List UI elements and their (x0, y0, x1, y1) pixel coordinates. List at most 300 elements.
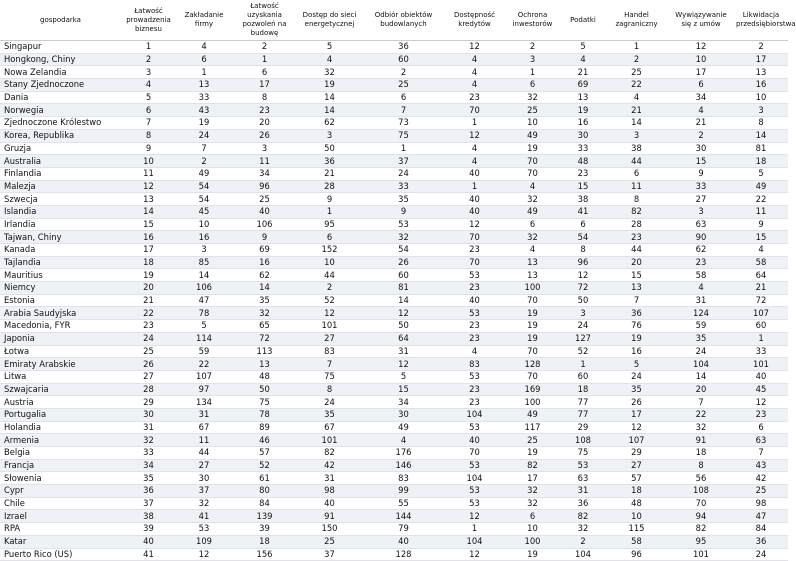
rank-cell: 82 (561, 510, 605, 523)
rank-cell: 23 (561, 167, 605, 180)
rank-cell: 25 (297, 535, 362, 548)
rank-cell: 44 (176, 447, 232, 460)
rank-cell: 95 (668, 535, 734, 548)
rank-cell: 98 (734, 497, 788, 510)
rank-cell: 25 (232, 193, 297, 206)
rank-cell: 1 (121, 41, 176, 54)
rank-cell: 25 (504, 434, 561, 447)
rank-cell: 70 (504, 370, 561, 383)
rank-cell: 13 (561, 91, 605, 104)
rank-cell: 36 (297, 155, 362, 168)
rank-cell: 14 (362, 294, 445, 307)
rank-cell: 73 (362, 117, 445, 130)
rank-cell: 34 (121, 459, 176, 472)
rank-cell: 30 (121, 408, 176, 421)
rank-cell: 75 (297, 370, 362, 383)
country-cell: Singapur (0, 41, 121, 54)
rank-cell: 62 (297, 117, 362, 130)
rank-cell: 4 (561, 53, 605, 66)
rank-cell: 78 (232, 408, 297, 421)
rank-cell: 6 (605, 167, 668, 180)
rank-cell: 4 (504, 180, 561, 193)
country-cell: Islandia (0, 205, 121, 218)
rank-cell: 19 (561, 104, 605, 117)
rank-cell: 90 (668, 231, 734, 244)
rank-cell: 3 (297, 129, 362, 142)
rank-cell: 8 (121, 129, 176, 142)
column-header: Łatwość uzyskania pozwoleń na budowę (232, 0, 297, 41)
rank-cell: 94 (668, 510, 734, 523)
rank-cell: 134 (176, 396, 232, 409)
rank-cell: 3 (561, 307, 605, 320)
rank-cell: 113 (232, 345, 297, 358)
rank-cell: 2 (734, 41, 788, 54)
rank-cell: 58 (734, 256, 788, 269)
rank-cell: 24 (176, 129, 232, 142)
rank-cell: 96 (605, 548, 668, 561)
country-cell: Holandia (0, 421, 121, 434)
rank-cell: 70 (668, 497, 734, 510)
rank-cell: 19 (504, 142, 561, 155)
rank-cell: 82 (668, 523, 734, 536)
rank-cell: 3 (232, 142, 297, 155)
rank-cell: 6 (504, 218, 561, 231)
country-cell: Katar (0, 535, 121, 548)
rank-cell: 16 (605, 345, 668, 358)
rank-cell: 95 (297, 218, 362, 231)
table-row (0, 434, 788, 447)
rank-cell: 21 (605, 104, 668, 117)
country-cell: Szwecja (0, 193, 121, 206)
rank-cell: 9 (232, 231, 297, 244)
rank-cell: 83 (445, 358, 504, 371)
rank-cell: 79 (362, 523, 445, 536)
rank-cell: 45 (176, 205, 232, 218)
rank-cell: 17 (734, 53, 788, 66)
table-row (0, 472, 788, 485)
rank-cell: 4 (445, 345, 504, 358)
rank-cell: 3 (605, 129, 668, 142)
rank-cell: 12 (734, 396, 788, 409)
rank-cell: 48 (605, 497, 668, 510)
header-row (0, 0, 788, 41)
rank-cell: 84 (232, 497, 297, 510)
rank-cell: 49 (504, 408, 561, 421)
rank-cell: 18 (605, 485, 668, 498)
rank-cell: 2 (605, 53, 668, 66)
table-row (0, 91, 788, 104)
country-cell: Irlandia (0, 218, 121, 231)
rank-cell: 40 (445, 205, 504, 218)
rank-cell: 53 (445, 497, 504, 510)
rank-cell: 8 (232, 91, 297, 104)
rank-cell: 14 (297, 104, 362, 117)
rank-cell: 7 (605, 294, 668, 307)
column-header: Ochrona inwestorów (504, 0, 561, 41)
rank-cell: 12 (121, 180, 176, 193)
rank-cell: 15 (668, 155, 734, 168)
table-row (0, 485, 788, 498)
rank-cell: 22 (121, 307, 176, 320)
rank-cell: 5 (297, 41, 362, 54)
rank-cell: 4 (668, 104, 734, 117)
rank-cell: 70 (504, 155, 561, 168)
rank-cell: 21 (121, 294, 176, 307)
rank-cell: 69 (232, 244, 297, 257)
rank-cell: 101 (297, 320, 362, 333)
rank-cell: 16 (121, 231, 176, 244)
rank-cell: 35 (668, 332, 734, 345)
country-cell: Hongkong, Chiny (0, 53, 121, 66)
rank-cell: 10 (504, 117, 561, 130)
rank-cell: 12 (445, 510, 504, 523)
rank-cell: 4 (445, 66, 504, 79)
rank-cell: 39 (121, 523, 176, 536)
rank-cell: 5 (734, 167, 788, 180)
rank-cell: 14 (121, 205, 176, 218)
rank-cell: 19 (605, 332, 668, 345)
rank-cell: 1 (362, 142, 445, 155)
rank-cell: 16 (734, 79, 788, 92)
rank-cell: 156 (232, 548, 297, 561)
rank-cell: 4 (605, 91, 668, 104)
rank-cell: 12 (445, 129, 504, 142)
rank-cell: 35 (605, 383, 668, 396)
rank-cell: 75 (232, 396, 297, 409)
rank-cell: 53 (176, 523, 232, 536)
country-cell: Stany Zjednoczone (0, 79, 121, 92)
rank-cell: 48 (232, 370, 297, 383)
rank-cell: 109 (176, 535, 232, 548)
column-header: Wywiązywanie się z umów (668, 0, 734, 41)
rank-cell: 43 (734, 459, 788, 472)
rank-cell: 1 (232, 53, 297, 66)
rank-cell: 1 (445, 117, 504, 130)
rank-cell: 78 (176, 307, 232, 320)
rank-cell: 60 (561, 370, 605, 383)
table-row (0, 79, 788, 92)
rank-cell: 58 (668, 269, 734, 282)
country-cell: Cypr (0, 485, 121, 498)
country-cell: Japonia (0, 332, 121, 345)
rank-cell: 12 (445, 548, 504, 561)
rank-cell: 82 (605, 205, 668, 218)
rank-cell: 61 (232, 472, 297, 485)
rank-cell: 23 (445, 383, 504, 396)
rank-cell: 44 (605, 244, 668, 257)
rank-cell: 144 (362, 510, 445, 523)
rank-cell: 1 (605, 41, 668, 54)
rank-cell: 31 (362, 345, 445, 358)
country-cell: Portugalia (0, 408, 121, 421)
rank-cell: 63 (561, 472, 605, 485)
rank-cell: 23 (445, 332, 504, 345)
rank-cell: 30 (561, 129, 605, 142)
rank-cell: 13 (232, 358, 297, 371)
table-row (0, 142, 788, 155)
rank-cell: 1 (297, 205, 362, 218)
rank-cell: 104 (445, 535, 504, 548)
rank-cell: 49 (504, 205, 561, 218)
rank-cell: 98 (297, 485, 362, 498)
rank-cell: 6 (362, 91, 445, 104)
rank-cell: 63 (734, 434, 788, 447)
rank-cell: 37 (121, 497, 176, 510)
rank-cell: 12 (445, 41, 504, 54)
rank-cell: 64 (362, 332, 445, 345)
rank-cell: 32 (668, 421, 734, 434)
rank-cell: 67 (176, 421, 232, 434)
rank-cell: 128 (504, 358, 561, 371)
column-header: Zakładanie firmy (176, 0, 232, 41)
rank-cell: 32 (504, 193, 561, 206)
country-cell: Łotwa (0, 345, 121, 358)
rank-cell: 31 (176, 408, 232, 421)
rank-cell: 33 (734, 345, 788, 358)
rank-cell: 32 (504, 485, 561, 498)
column-header: Łatwość prowadzenia biznesu (121, 0, 176, 41)
rank-cell: 7 (121, 117, 176, 130)
rank-cell: 4 (362, 434, 445, 447)
rank-cell: 2 (121, 53, 176, 66)
rank-cell: 32 (232, 307, 297, 320)
rank-cell: 41 (121, 548, 176, 561)
rank-cell: 65 (232, 320, 297, 333)
rank-cell: 21 (561, 66, 605, 79)
rank-cell: 27 (176, 459, 232, 472)
country-cell: Austria (0, 396, 121, 409)
rank-cell: 54 (176, 193, 232, 206)
rank-cell: 15 (561, 180, 605, 193)
rank-cell: 4 (176, 41, 232, 54)
rank-cell: 26 (121, 358, 176, 371)
rank-cell: 37 (362, 155, 445, 168)
rank-cell: 40 (734, 370, 788, 383)
rank-cell: 49 (504, 129, 561, 142)
rank-cell: 32 (561, 523, 605, 536)
rank-cell: 41 (561, 205, 605, 218)
rank-cell: 77 (561, 396, 605, 409)
rank-cell: 19 (504, 447, 561, 460)
rank-cell: 3 (121, 66, 176, 79)
rank-cell: 7 (668, 396, 734, 409)
country-cell: Gruzja (0, 142, 121, 155)
rank-cell: 17 (605, 408, 668, 421)
rank-cell: 53 (445, 459, 504, 472)
rank-cell: 26 (605, 396, 668, 409)
rank-cell: 36 (734, 535, 788, 548)
rank-cell: 38 (605, 142, 668, 155)
rank-cell: 70 (445, 256, 504, 269)
rank-cell: 17 (232, 79, 297, 92)
rank-cell: 11 (232, 155, 297, 168)
column-header: Odbiór obiektów budowlanych (362, 0, 445, 41)
rank-cell: 11 (121, 167, 176, 180)
rank-cell: 24 (121, 332, 176, 345)
table-row (0, 396, 788, 409)
rank-cell: 26 (232, 129, 297, 142)
rank-cell: 25 (605, 66, 668, 79)
rank-cell: 34 (668, 91, 734, 104)
table-row (0, 307, 788, 320)
rank-cell: 14 (668, 370, 734, 383)
rank-cell: 6 (734, 421, 788, 434)
rank-cell: 8 (605, 193, 668, 206)
rank-cell: 28 (121, 383, 176, 396)
rank-cell: 34 (232, 167, 297, 180)
rank-cell: 77 (561, 408, 605, 421)
rank-cell: 60 (734, 320, 788, 333)
rank-cell: 54 (176, 180, 232, 193)
rank-cell: 100 (504, 282, 561, 295)
rank-cell: 4 (445, 53, 504, 66)
rank-cell: 24 (668, 345, 734, 358)
rank-cell: 63 (668, 218, 734, 231)
rank-cell: 22 (734, 193, 788, 206)
rank-cell: 101 (734, 358, 788, 371)
rank-cell: 57 (605, 472, 668, 485)
rank-cell: 89 (232, 421, 297, 434)
country-cell: Korea, Republika (0, 129, 121, 142)
rank-cell: 96 (232, 180, 297, 193)
rank-cell: 13 (504, 269, 561, 282)
rank-cell: 50 (232, 383, 297, 396)
rank-cell: 1 (445, 523, 504, 536)
rank-cell: 107 (605, 434, 668, 447)
rank-cell: 10 (734, 91, 788, 104)
rank-cell: 22 (176, 358, 232, 371)
rank-cell: 82 (297, 447, 362, 460)
rank-cell: 40 (445, 434, 504, 447)
rank-cell: 11 (176, 434, 232, 447)
rank-cell: 5 (561, 41, 605, 54)
rank-cell: 37 (297, 548, 362, 561)
table-header (0, 0, 796, 41)
rank-cell: 40 (232, 205, 297, 218)
rank-cell: 4 (504, 244, 561, 257)
rank-cell: 13 (605, 282, 668, 295)
rank-cell: 5 (605, 358, 668, 371)
rank-cell: 81 (362, 282, 445, 295)
rank-cell: 115 (605, 523, 668, 536)
rank-cell: 18 (734, 155, 788, 168)
rank-cell: 72 (734, 294, 788, 307)
rank-cell: 5 (362, 370, 445, 383)
rank-cell: 38 (121, 510, 176, 523)
rank-cell: 40 (297, 497, 362, 510)
rank-cell: 52 (297, 294, 362, 307)
rank-cell: 104 (668, 358, 734, 371)
rank-cell: 16 (561, 117, 605, 130)
rank-cell: 53 (362, 218, 445, 231)
rank-cell: 21 (297, 167, 362, 180)
rank-cell: 49 (362, 421, 445, 434)
rank-cell: 6 (297, 231, 362, 244)
rank-cell: 21 (734, 282, 788, 295)
rank-cell: 70 (504, 167, 561, 180)
rank-cell: 26 (362, 256, 445, 269)
rank-cell: 11 (605, 180, 668, 193)
rank-cell: 43 (176, 104, 232, 117)
table-row (0, 155, 788, 168)
table-row (0, 244, 788, 257)
rank-cell: 46 (232, 434, 297, 447)
rank-cell: 53 (561, 459, 605, 472)
table-row (0, 117, 788, 130)
rank-cell: 36 (561, 497, 605, 510)
rank-cell: 35 (121, 472, 176, 485)
country-cell: Słowenia (0, 472, 121, 485)
table-row (0, 256, 788, 269)
rank-cell: 57 (232, 447, 297, 460)
rank-cell: 62 (668, 244, 734, 257)
country-cell: Malezja (0, 180, 121, 193)
rank-cell: 27 (297, 332, 362, 345)
rank-cell: 6 (504, 510, 561, 523)
rank-cell: 104 (561, 548, 605, 561)
rank-cell: 50 (561, 294, 605, 307)
rank-cell: 18 (668, 447, 734, 460)
table-row (0, 282, 788, 295)
rank-cell: 19 (504, 320, 561, 333)
rank-cell: 24 (561, 320, 605, 333)
country-cell: Szwajcaria (0, 383, 121, 396)
rank-cell: 67 (297, 421, 362, 434)
rank-cell: 2 (561, 535, 605, 548)
rank-cell: 13 (176, 79, 232, 92)
rank-cell: 15 (121, 218, 176, 231)
rank-cell: 7 (734, 447, 788, 460)
rank-cell: 28 (297, 180, 362, 193)
rank-cell: 58 (605, 535, 668, 548)
rank-cell: 4 (668, 282, 734, 295)
rank-cell: 108 (668, 485, 734, 498)
rank-cell: 23 (605, 231, 668, 244)
rank-cell: 42 (297, 459, 362, 472)
rank-cell: 13 (504, 256, 561, 269)
rank-cell: 53 (445, 370, 504, 383)
rank-cell: 25 (504, 104, 561, 117)
rank-cell: 23 (445, 244, 504, 257)
table-row (0, 167, 788, 180)
rank-cell: 7 (362, 104, 445, 117)
country-cell: Arabia Saudyjska (0, 307, 121, 320)
column-header: Handel zagraniczny (605, 0, 668, 41)
rank-cell: 9 (734, 218, 788, 231)
rank-cell: 32 (504, 231, 561, 244)
country-cell: Niemcy (0, 282, 121, 295)
rank-cell: 3 (668, 205, 734, 218)
rank-cell: 33 (121, 447, 176, 460)
rank-cell: 8 (668, 459, 734, 472)
rank-cell: 23 (445, 91, 504, 104)
rank-cell: 2 (297, 282, 362, 295)
rank-cell: 17 (668, 66, 734, 79)
table-row (0, 180, 788, 193)
rank-cell: 31 (668, 294, 734, 307)
rank-cell: 49 (176, 167, 232, 180)
rank-cell: 6 (232, 66, 297, 79)
rank-cell: 35 (297, 408, 362, 421)
rank-cell: 38 (561, 193, 605, 206)
rank-cell: 36 (605, 307, 668, 320)
rank-cell: 83 (297, 345, 362, 358)
rank-cell: 40 (445, 294, 504, 307)
rank-cell: 32 (176, 497, 232, 510)
rank-cell: 18 (121, 256, 176, 269)
table-row (0, 218, 788, 231)
table-row (0, 332, 788, 345)
